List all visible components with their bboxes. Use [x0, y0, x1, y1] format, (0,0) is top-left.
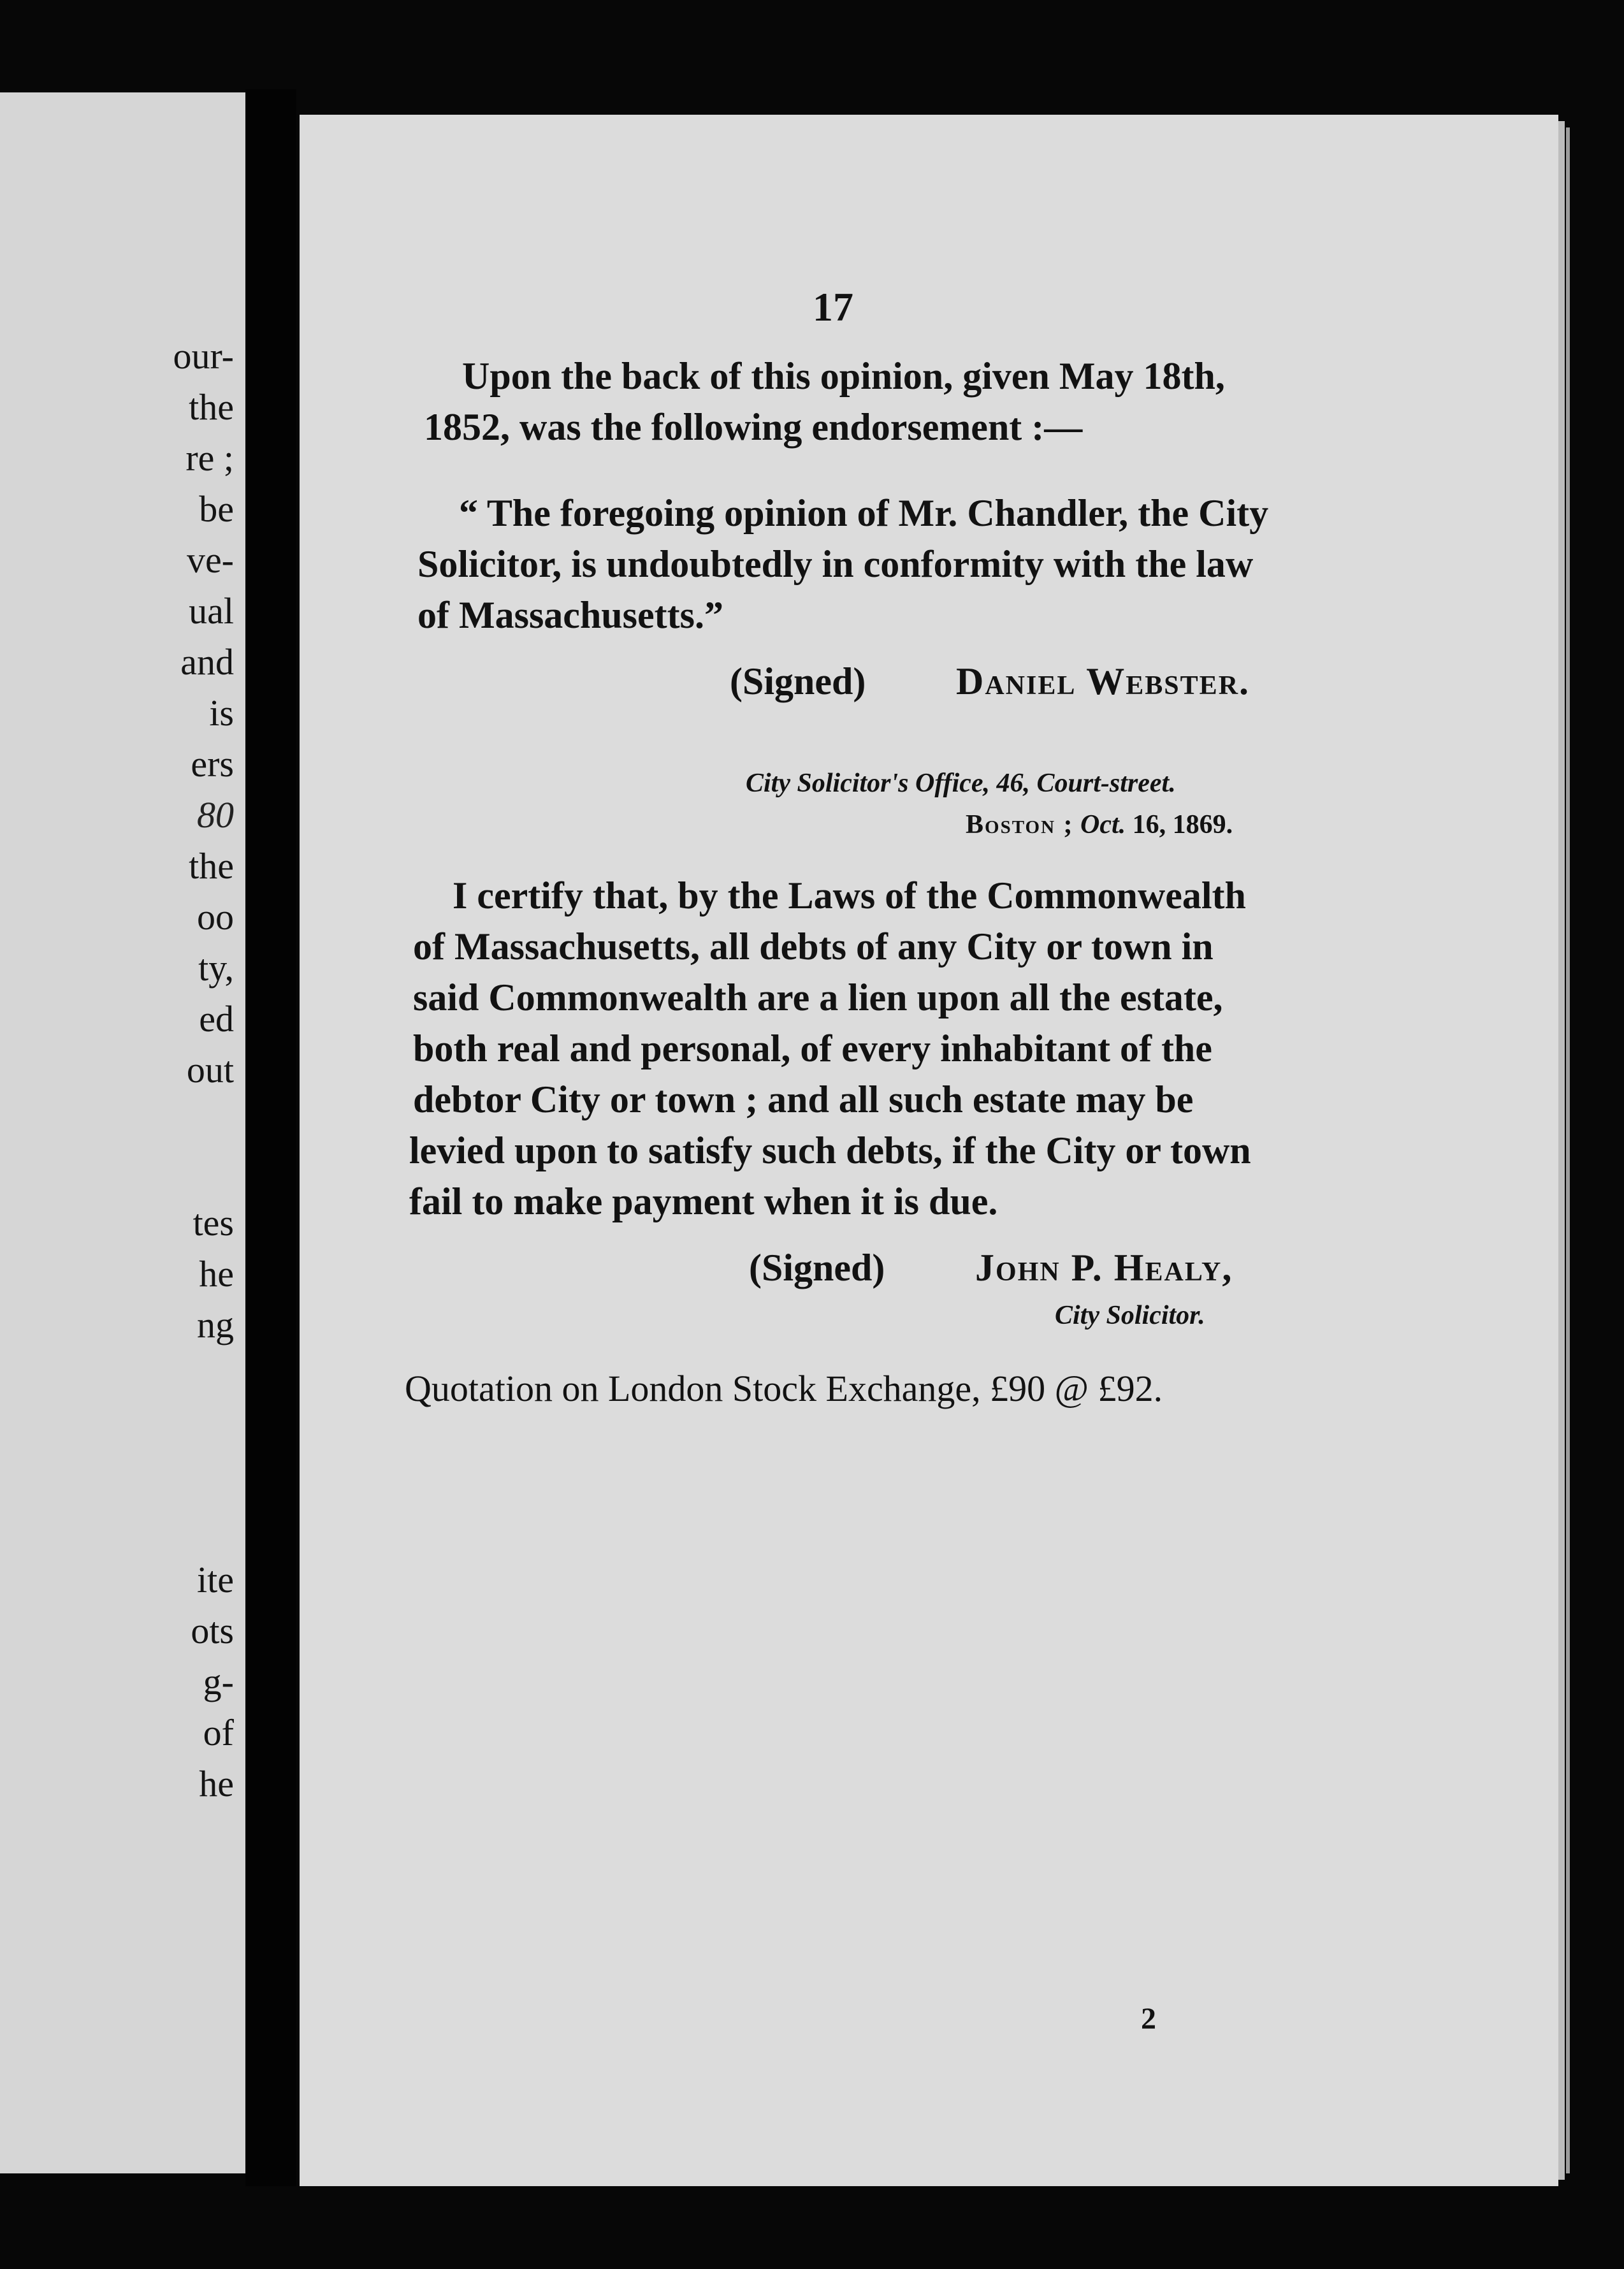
office-address: City Solicitor's Office, 46, Court-street.: [746, 769, 1176, 798]
facing-line-fragment: ots: [191, 1610, 234, 1651]
certify-line: said Commonwealth are a lien upon all the estate,: [413, 976, 1223, 1019]
facing-page: [0, 92, 245, 2173]
facing-line-fragment: ng: [197, 1304, 234, 1345]
page-edge: [1566, 127, 1570, 2173]
signed-label: (Signed): [730, 660, 866, 702]
signatory-title: City Solicitor.: [1055, 1301, 1205, 1330]
facing-line-fragment: the: [189, 386, 234, 428]
quote-line: Solicitor, is undoubtedly in conformity with the law: [417, 543, 1254, 585]
signed-label: (Signed): [749, 1247, 885, 1289]
intro-line: 1852, was the following endorsement :—: [424, 406, 1083, 448]
facing-line-fragment: ve-: [186, 539, 234, 581]
quote-line: of Massachusetts.”: [417, 594, 723, 636]
certify-line: debtor City or town ; and all such estate may be: [413, 1078, 1194, 1120]
facing-line-fragment: be: [199, 488, 234, 530]
place-month: Oct.: [1080, 810, 1126, 839]
facing-line-fragment: he: [199, 1763, 234, 1804]
facing-line-fragment: ual: [189, 590, 234, 632]
place-day-year: 16, 1869.: [1132, 810, 1233, 839]
signatory-name: John P. Healy,: [975, 1247, 1233, 1289]
facing-line-fragment: our-: [173, 335, 234, 377]
facing-line-fragment: re ;: [185, 437, 234, 479]
stock-quotation: Quotation on London Stock Exchange, £90 @ £92.: [405, 1368, 1163, 1409]
facing-line-fragment: out: [186, 1049, 234, 1091]
facing-line-fragment: is: [209, 692, 234, 734]
facing-line-fragment: g-: [203, 1661, 234, 1702]
quote-line: “ The foregoing opinion of Mr. Chandler, the City: [459, 492, 1269, 534]
facing-line-fragment: the: [189, 845, 234, 887]
facing-line-fragment: of: [203, 1712, 234, 1753]
certify-line: levied upon to satisfy such debts, if the City or town: [409, 1129, 1251, 1171]
page-edge: [1558, 121, 1565, 2180]
page-number: 17: [813, 284, 853, 330]
handwritten-mark: 80: [197, 794, 234, 836]
facing-line-fragment: he: [199, 1253, 234, 1294]
intro-line: Upon the back of this opinion, given May 18th,: [462, 355, 1225, 397]
facing-line-fragment: ty,: [198, 947, 234, 989]
facing-line-fragment: ers: [191, 743, 234, 785]
place-date: [966, 809, 1233, 840]
facing-line-fragment: tes: [192, 1202, 234, 1243]
signature-mark: 2: [1141, 2002, 1156, 2036]
document-page: [300, 115, 1558, 2186]
place-city: Boston ;: [966, 810, 1074, 839]
certify-line: fail to make payment when it is due.: [409, 1180, 998, 1222]
facing-line-fragment: ite: [197, 1559, 234, 1600]
book-gutter: [245, 89, 296, 2186]
facing-line-fragment: oo: [197, 896, 234, 938]
certify-line: of Massachusetts, all debts of any City or town in: [413, 925, 1214, 968]
signatory-name: Daniel Webster.: [956, 660, 1251, 702]
facing-line-fragment: and: [180, 641, 234, 683]
facing-line-fragment: ed: [199, 998, 234, 1040]
certify-line: I certify that, by the Laws of the Commonwealth: [453, 874, 1246, 917]
certify-line: both real and personal, of every inhabitant of the: [413, 1027, 1212, 1069]
